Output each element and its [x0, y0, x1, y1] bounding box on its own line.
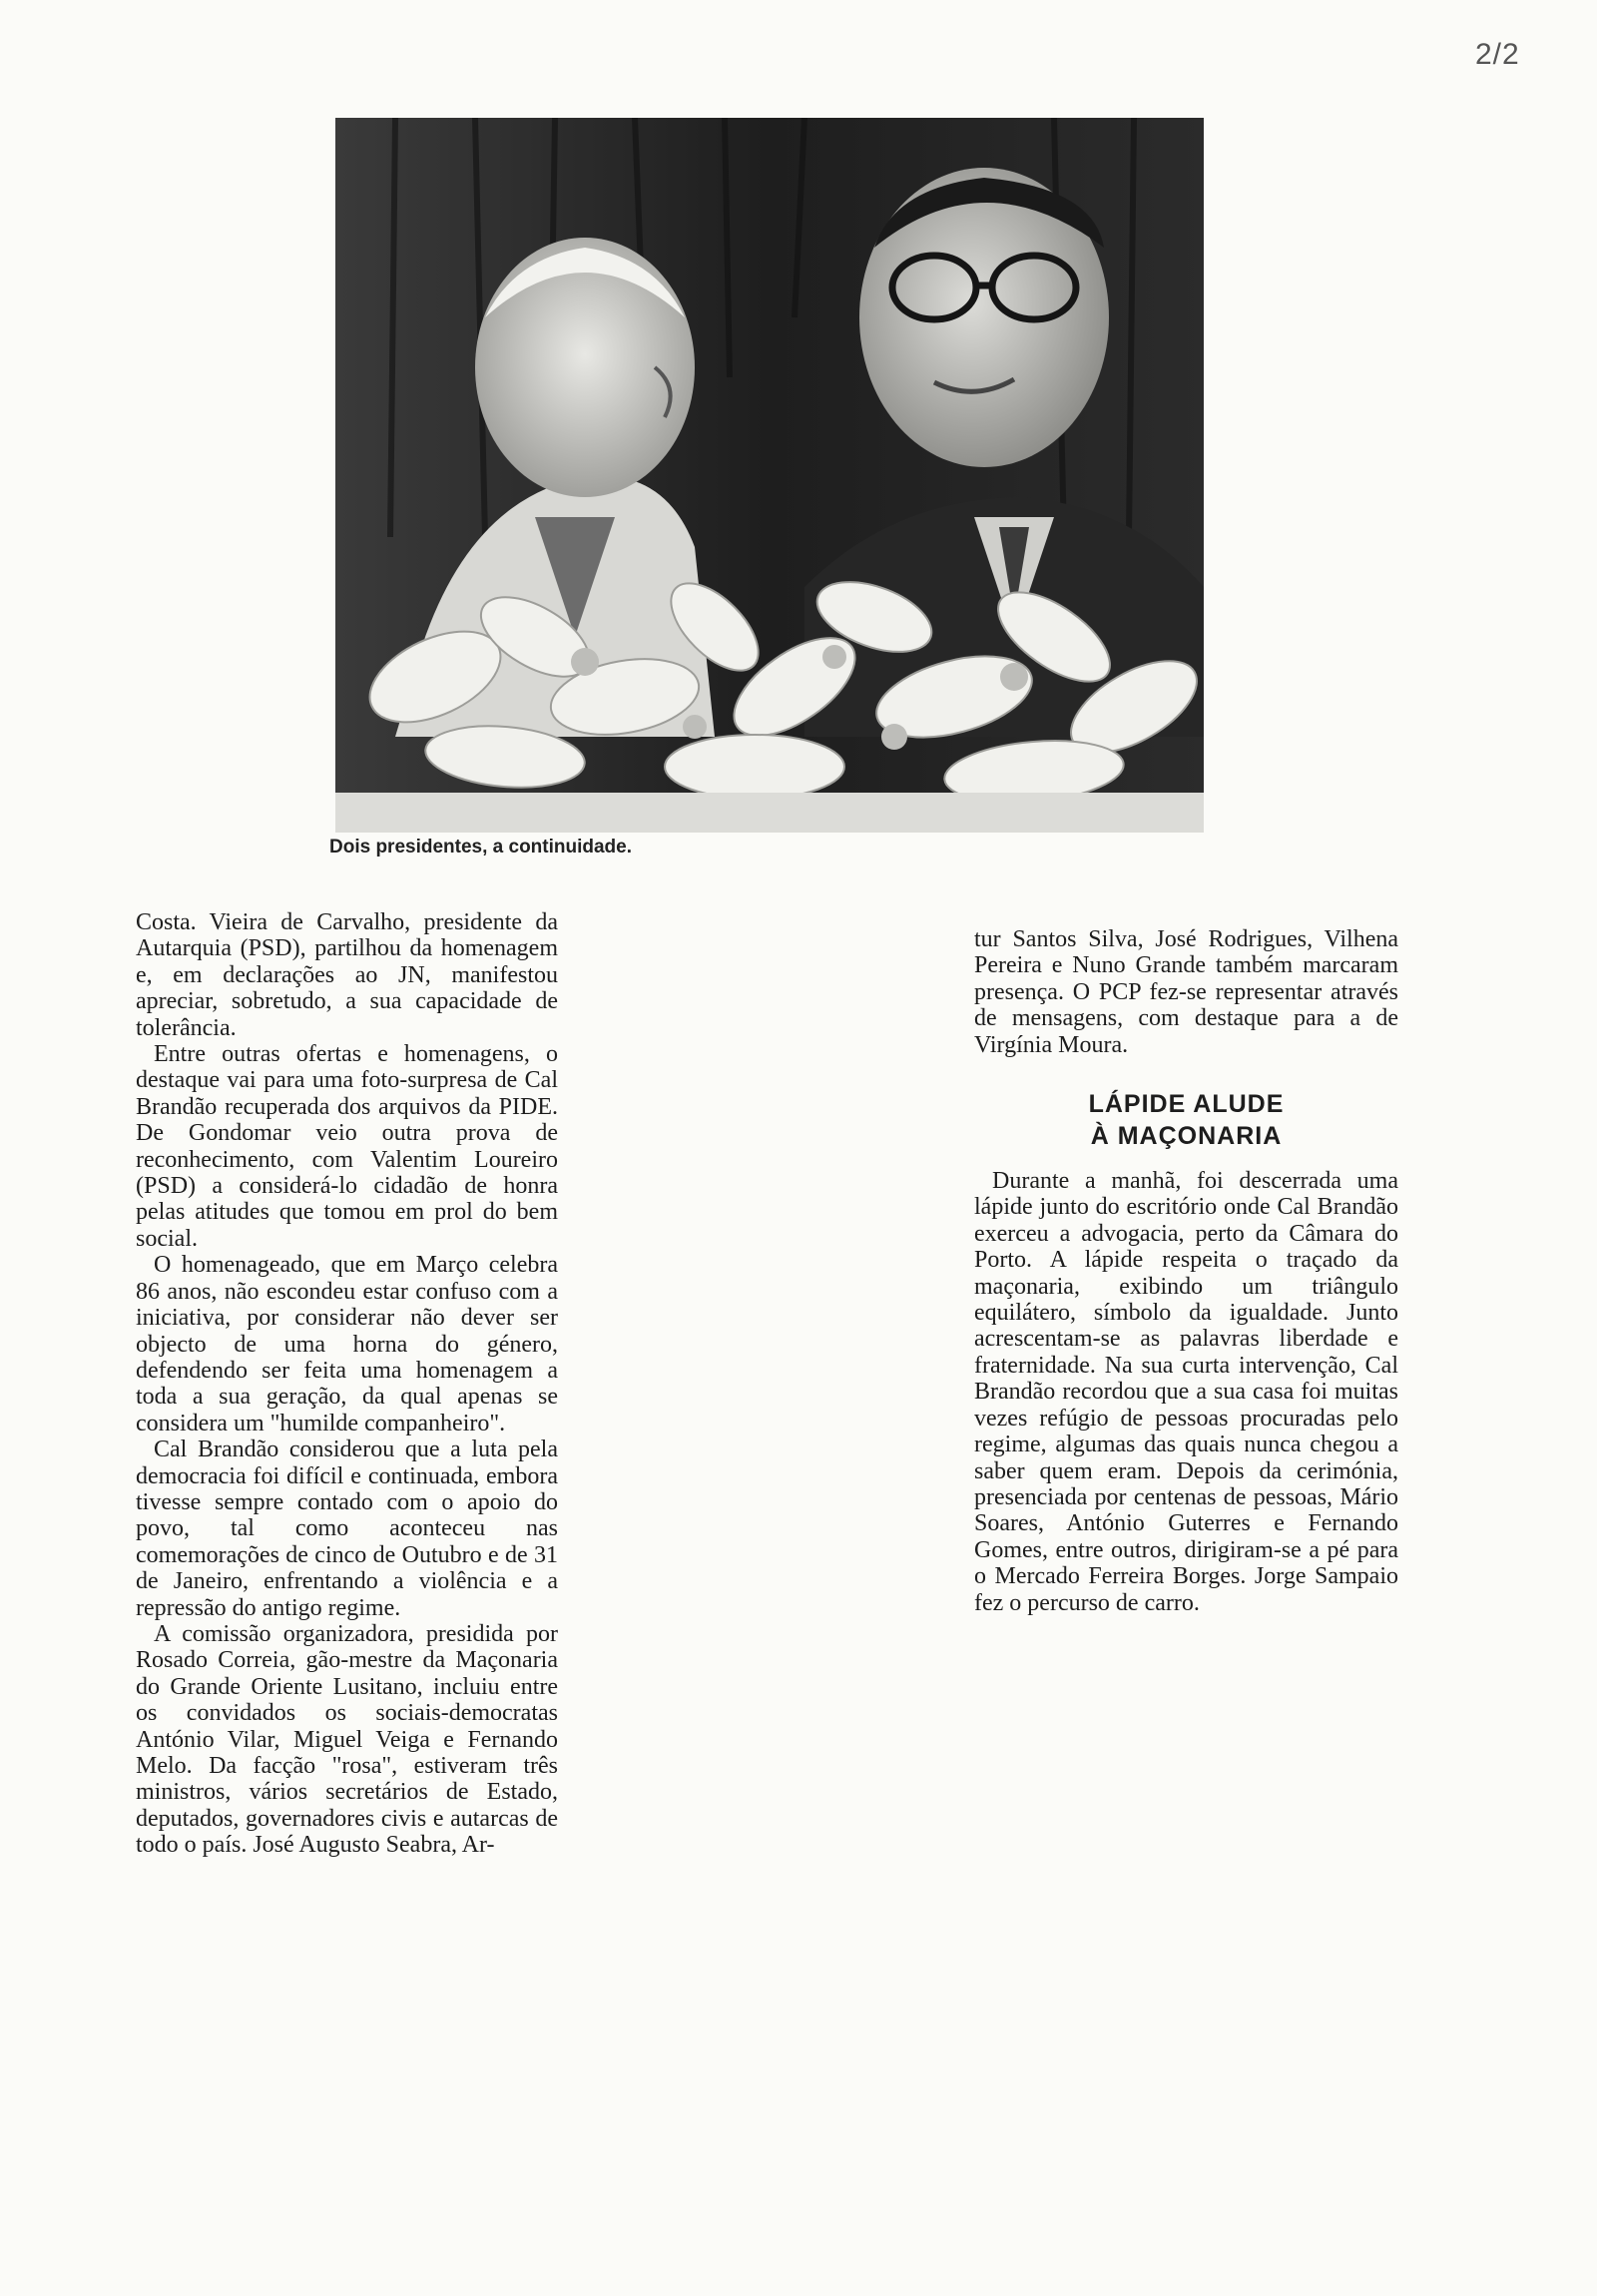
- page-number: 2/2: [1475, 38, 1520, 71]
- subheading-line: LÁPIDE ALUDE: [1088, 1090, 1285, 1119]
- paragraph: Cal Brandão considerou que a luta pela democracia foi difícil e continuada, embora tivesse sempre contado com o apoio do povo, tal como aconteceu nas comemorações de cinco de Outubro e de 31 de Janeiro, enfrentando a violência e a repressão do antigo regime.: [136, 1436, 558, 1621]
- subheading: [974, 1088, 1398, 1152]
- paragraph: Entre outras ofertas e homenagens, o destaque vai para uma foto-surpresa de Cal Brandão recuperada dos arquivos da PIDE. De Gondomar veio outra prova de reconhecimento, com Valentim Loureiro (PSD) a considerá-lo cidadão de honra pelas atitudes que tomou em prol do bem social.: [136, 1041, 558, 1252]
- paragraph: A comissão organizadora, presidida por Rosado Correia, gão-mestre da Maçonaria do Grande Oriente Lusitano, incluiu entre os convidados os sociais-democratas António Vilar, Miguel Veiga e Fernando Melo. Da facção "rosa", estiveram três ministros, vários secretários de Estado, deputados, governadores civis e autarcas de todo o país. José Augusto Seabra, Ar-: [136, 1620, 558, 1859]
- right-column: [974, 926, 1398, 1616]
- news-photo: [335, 118, 1204, 833]
- paragraph: Costa. Vieira de Carvalho, presidente da Autarquia (PSD), partilhou da homenagem e, em declarações ao JN, manifestou apreciar, sobretudo, a sua capacidade de tolerância.: [136, 909, 558, 1041]
- photo-caption: Dois presidentes, a continuidade.: [329, 837, 633, 858]
- subheading-line: À MAÇONARIA: [1090, 1122, 1283, 1151]
- left-column: [136, 909, 558, 1859]
- photo-two-men-flowers-icon: [335, 118, 1204, 833]
- paragraph: tur Santos Silva, José Rodrigues, Vilhena Pereira e Nuno Grande também marcaram presença. O PCP fez-se representar através de mensagens, com destaque para a de Virgínia Moura.: [974, 926, 1398, 1058]
- paragraph: O homenageado, que em Março celebra 86 anos, não escondeu estar confuso com a iniciativa, por considerar não dever ser objecto de uma horna do género, defendendo ser feita uma homenagem a toda a sua geração, da qual apenas se considera um "humilde companheiro".: [136, 1252, 558, 1436]
- paragraph: Durante a manhã, foi descerrada uma lápide junto do escritório onde Cal Brandão exerceu a advogacia, perto da Câmara do Porto. A lápide respeita o traçado da maçonaria, exibindo um triângulo equilátero, símbolo da igualdade. Junto acrescentam-se as palavras liberdade e fraternidade. Na sua curta intervenção, Cal Brandão recordou que a sua casa foi muitas vezes refúgio de pessoas procuradas pelo regime, algumas das quais nunca chegou a saber quem eram. Depois da cerimónia, presenciada por centenas de pessoas, Mário Soares, António Guterres e Fernando Gomes, entre outros, dirigiram-se a pé para o Mercado Ferreira Borges. Jorge Sampaio fez o percurso de carro.: [974, 1168, 1398, 1616]
